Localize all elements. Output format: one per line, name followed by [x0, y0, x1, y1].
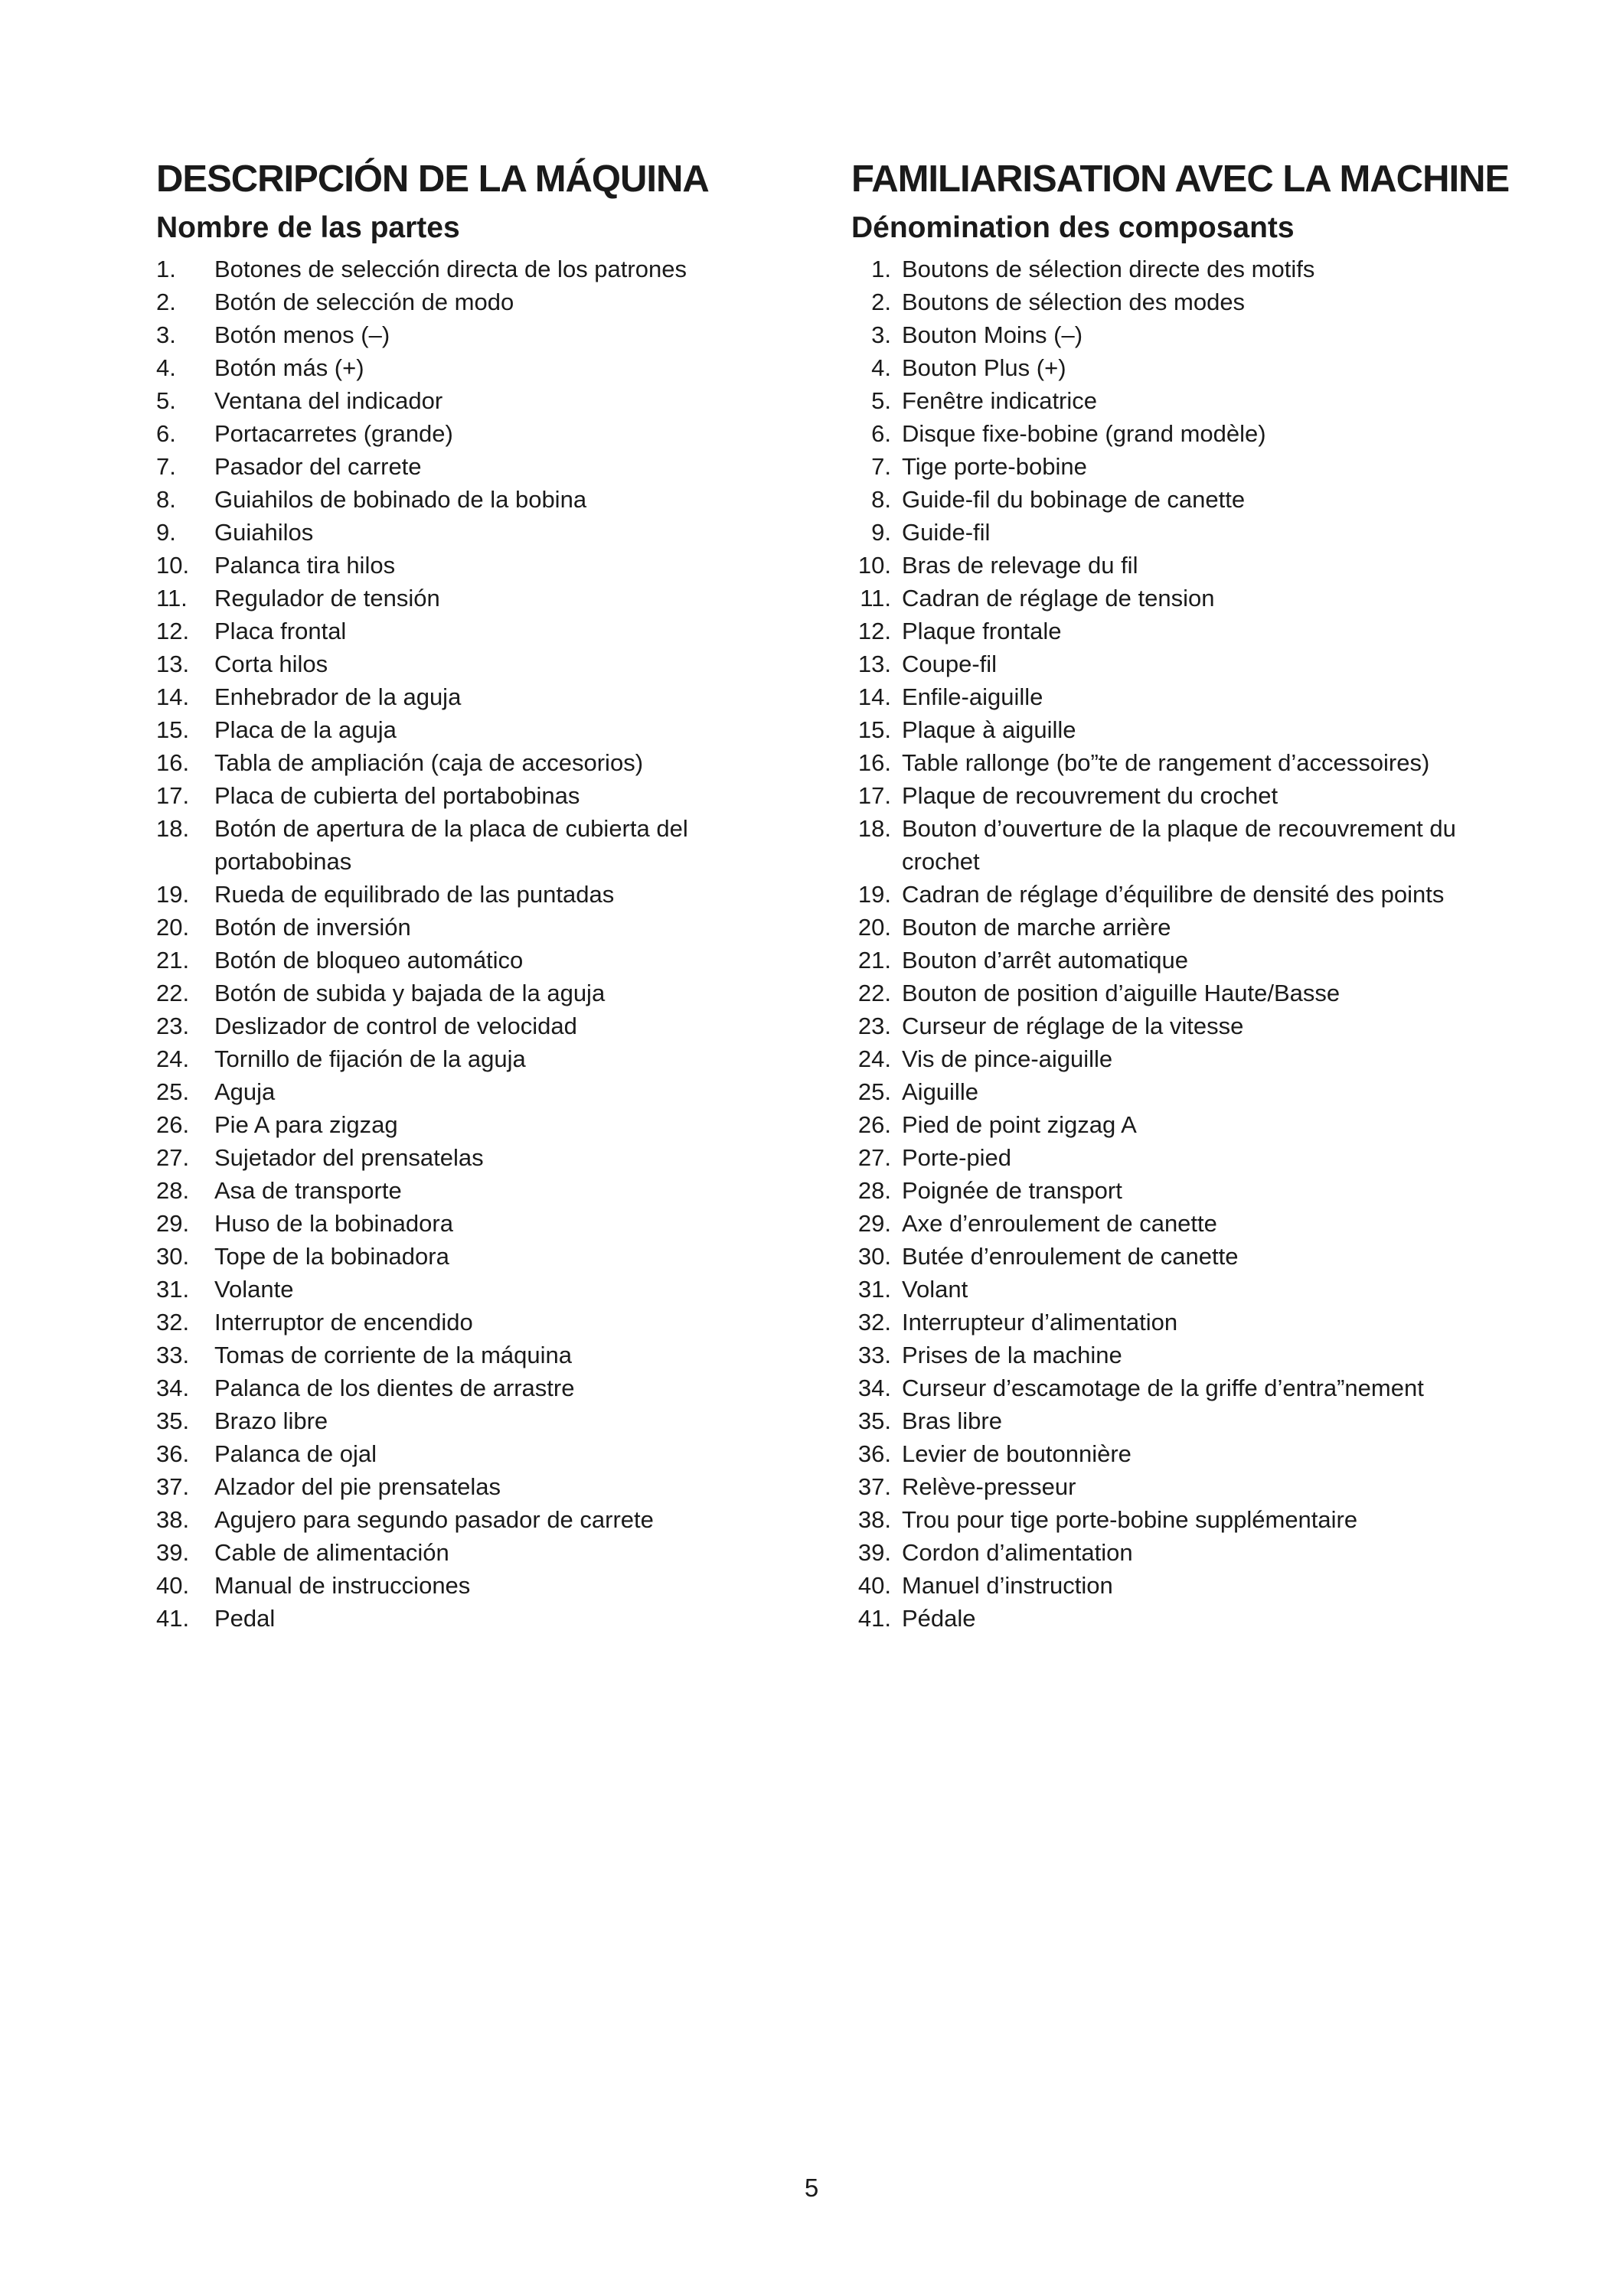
part-list-item: [851, 1108, 1510, 1141]
part-list-item: [851, 680, 1510, 713]
part-name: Butée d’enroulement de canette: [902, 1243, 1239, 1270]
part-name: Alzador del pie prensatelas: [214, 1473, 501, 1500]
part-list-item: [851, 417, 1510, 450]
part-number: 4.: [156, 354, 176, 381]
part-name: Guide-fil du bobinage de canette: [902, 486, 1246, 513]
part-list-item: [156, 1569, 799, 1602]
part-number: 40.: [857, 1572, 891, 1599]
part-name: Disque fixe-bobine (grand modèle): [902, 420, 1266, 447]
part-list-item: [851, 746, 1510, 779]
part-number: 8.: [871, 486, 891, 513]
part-list-item: [851, 1404, 1510, 1437]
spanish-parts-list: [156, 253, 799, 1635]
part-number: 30.: [156, 1243, 190, 1270]
part-number: 20.: [156, 914, 190, 941]
part-list-item: [851, 1470, 1510, 1503]
spanish-column: [156, 156, 799, 1635]
part-name: Brazo libre: [214, 1407, 328, 1434]
part-number: 38.: [156, 1506, 190, 1533]
part-number: 16.: [857, 749, 891, 776]
part-number: 26.: [156, 1111, 190, 1138]
part-list-item: [156, 384, 799, 417]
part-list-item: [156, 1371, 799, 1404]
part-name: Bras libre: [902, 1407, 1002, 1434]
part-number: 21.: [156, 947, 190, 974]
part-number: 27.: [857, 1144, 891, 1171]
part-number: 33.: [857, 1342, 891, 1368]
part-number: 15.: [857, 716, 891, 743]
part-number: 22.: [156, 980, 190, 1006]
part-list-item: [851, 1371, 1510, 1404]
part-name: Placa frontal: [214, 618, 347, 644]
part-number: 11.: [156, 585, 188, 612]
part-number: 13.: [156, 651, 190, 677]
part-list-item: [156, 1404, 799, 1437]
part-number: 38.: [857, 1506, 891, 1533]
part-number: 9.: [156, 519, 176, 546]
part-list-item: [851, 1569, 1510, 1602]
part-name: Cadran de réglage d’équilibre de densité des points: [902, 881, 1445, 908]
part-name: Corta hilos: [214, 651, 328, 677]
part-name: Deslizador de control de velocidad: [214, 1013, 577, 1039]
part-name: Botón de subida y bajada de la aguja: [214, 980, 606, 1006]
part-number: 34.: [156, 1375, 190, 1401]
part-number: 11.: [860, 585, 891, 612]
part-number: 31.: [156, 1276, 190, 1303]
part-list-item: [156, 285, 799, 318]
part-list-item: [156, 1108, 799, 1141]
part-number: 28.: [857, 1177, 891, 1204]
part-list-item: [851, 253, 1510, 285]
part-number: 41.: [156, 1605, 190, 1632]
part-number: 39.: [156, 1539, 190, 1566]
part-name: Botón de bloqueo automático: [214, 947, 524, 974]
part-name: Interruptor de encendido: [214, 1309, 473, 1336]
part-name: Ventana del indicador: [214, 387, 443, 414]
part-name: Botón menos (–): [214, 321, 390, 348]
part-list-item: [851, 549, 1510, 582]
part-number: 35.: [857, 1407, 891, 1434]
part-name: Bouton de position d’aiguille Haute/Basse: [902, 980, 1341, 1006]
part-name: Palanca de ojal: [214, 1440, 377, 1467]
part-number: 37.: [156, 1473, 190, 1500]
part-list-item: [156, 1602, 799, 1635]
part-name: Botones de selección directa de los patrones: [214, 256, 687, 282]
part-number: 2.: [156, 289, 176, 315]
part-number: 8.: [156, 486, 176, 513]
part-number: 27.: [156, 1144, 190, 1171]
part-number: 20.: [857, 914, 891, 941]
part-number: 37.: [857, 1473, 891, 1500]
part-list-item: [156, 417, 799, 450]
part-number: 33.: [156, 1342, 190, 1368]
part-list-item: [851, 1174, 1510, 1207]
part-name: Table rallonge (bo”te de rangement d’accessoires): [902, 749, 1430, 776]
part-list-item: [851, 615, 1510, 647]
part-name: Bouton d’arrêt automatique: [902, 947, 1188, 974]
part-name: Agujero para segundo pasador de carrete: [214, 1506, 654, 1533]
part-name: Aiguille: [902, 1078, 978, 1105]
part-number: 23.: [857, 1013, 891, 1039]
part-name: Plaque à aiguille: [902, 716, 1076, 743]
page-number: 5: [804, 2174, 819, 2202]
part-list-item: [851, 647, 1510, 680]
part-list-item: [851, 483, 1510, 516]
part-name: Trou pour tige porte-bobine supplémentaire: [902, 1506, 1358, 1533]
part-name: Pasador del carrete: [214, 453, 422, 480]
part-number: 41.: [857, 1605, 891, 1632]
part-number: 32.: [857, 1309, 891, 1336]
part-number: 1.: [871, 256, 891, 282]
part-name: Regulador de tensión: [214, 585, 440, 612]
part-name: Bouton d’ouverture de la plaque de recouvrement du crochet: [902, 815, 1456, 875]
part-name: Guiahilos de bobinado de la bobina: [214, 486, 587, 513]
part-list-item: [851, 1009, 1510, 1042]
part-name: Botón de inversión: [214, 914, 411, 941]
part-list-item: [851, 285, 1510, 318]
part-name: Cable de alimentación: [214, 1539, 449, 1566]
part-list-item: [156, 977, 799, 1009]
part-name: Levier de boutonnière: [902, 1440, 1132, 1467]
part-list-item: [851, 1602, 1510, 1635]
part-number: 2.: [871, 289, 891, 315]
part-number: 6.: [871, 420, 891, 447]
french-parts-list: [851, 253, 1510, 1635]
part-name: Sujetador del prensatelas: [214, 1144, 484, 1171]
part-number: 31.: [857, 1276, 891, 1303]
part-list-item: [851, 1141, 1510, 1174]
part-number: 23.: [156, 1013, 190, 1039]
part-name: Enhebrador de la aguja: [214, 683, 462, 710]
part-list-item: [851, 812, 1510, 878]
part-name: Volante: [214, 1276, 294, 1303]
part-name: Boutons de sélection directe des motifs: [902, 256, 1315, 282]
part-list-item: [156, 680, 799, 713]
part-list-item: [851, 1075, 1510, 1108]
part-list-item: [156, 878, 799, 911]
part-list-item: [156, 1470, 799, 1503]
part-number: 14.: [156, 683, 190, 710]
part-name: Enfile-aiguille: [902, 683, 1043, 710]
part-number: 18.: [156, 815, 190, 842]
part-list-item: [851, 779, 1510, 812]
part-list-item: [156, 1141, 799, 1174]
part-number: 14.: [857, 683, 891, 710]
part-number: 6.: [156, 420, 176, 447]
part-name: Pie A para zigzag: [214, 1111, 398, 1138]
part-name: Relève-presseur: [902, 1473, 1076, 1500]
part-name: Porte-pied: [902, 1144, 1012, 1171]
part-list-item: [851, 450, 1510, 483]
part-list-item: [156, 1536, 799, 1569]
part-list-item: [156, 1240, 799, 1273]
part-name: Curseur d’escamotage de la griffe d’entra”nement: [902, 1375, 1424, 1401]
part-number: 24.: [156, 1045, 190, 1072]
part-number: 21.: [857, 947, 891, 974]
part-list-item: [156, 647, 799, 680]
part-list-item: [851, 1240, 1510, 1273]
part-name: Rueda de equilibrado de las puntadas: [214, 881, 615, 908]
part-number: 35.: [156, 1407, 190, 1434]
part-list-item: [851, 1042, 1510, 1075]
part-list-item: [156, 1306, 799, 1339]
part-list-item: [851, 1437, 1510, 1470]
part-number: 7.: [156, 453, 176, 480]
part-name: Cordon d’alimentation: [902, 1539, 1133, 1566]
part-number: 19.: [156, 881, 190, 908]
part-name: Axe d’enroulement de canette: [902, 1210, 1217, 1237]
part-name: Coupe-fil: [902, 651, 998, 677]
part-name: Manual de instrucciones: [214, 1572, 471, 1599]
part-name: Guiahilos: [214, 519, 314, 546]
part-number: 25.: [156, 1078, 190, 1105]
part-number: 36.: [857, 1440, 891, 1467]
part-list-item: [156, 450, 799, 483]
part-list-item: [156, 253, 799, 285]
part-name: Vis de pince-aiguille: [902, 1045, 1113, 1072]
part-list-item: [156, 944, 799, 977]
part-number: 22.: [857, 980, 891, 1006]
part-name: Guide-fil: [902, 519, 991, 546]
part-name: Manuel d’instruction: [902, 1572, 1113, 1599]
part-list-item: [851, 351, 1510, 384]
part-list-item: [156, 483, 799, 516]
spanish-subtitle: Nombre de las partes: [156, 211, 460, 244]
part-name: Volant: [902, 1276, 968, 1303]
part-list-item: [851, 318, 1510, 351]
part-number: 3.: [156, 321, 176, 348]
part-list-item: [156, 549, 799, 582]
part-list-item: [156, 779, 799, 812]
part-list-item: [156, 746, 799, 779]
part-number: 26.: [857, 1111, 891, 1138]
part-number: 10.: [156, 552, 190, 579]
part-list-item: [156, 1009, 799, 1042]
part-number: 13.: [857, 651, 891, 677]
part-list-item: [156, 1075, 799, 1108]
part-name: Palanca de los dientes de arrastre: [214, 1375, 575, 1401]
part-name: Asa de transporte: [214, 1177, 402, 1204]
part-name: Plaque frontale: [902, 618, 1062, 644]
part-name: Placa de cubierta del portabobinas: [214, 782, 580, 809]
part-name: Botón de apertura de la placa de cubierta del portabobinas: [214, 815, 688, 875]
part-name: Bouton de marche arrière: [902, 914, 1171, 941]
part-name: Interrupteur d’alimentation: [902, 1309, 1178, 1336]
part-list-item: [851, 1536, 1510, 1569]
part-name: Tomas de corriente de la máquina: [214, 1342, 572, 1368]
part-number: 5.: [156, 387, 176, 414]
part-name: Pedal: [214, 1605, 276, 1632]
part-name: Placa de la aguja: [214, 716, 397, 743]
part-number: 7.: [871, 453, 891, 480]
part-number: 5.: [871, 387, 891, 414]
part-number: 3.: [871, 321, 891, 348]
part-list-item: [851, 878, 1510, 911]
part-name: Plaque de recouvrement du crochet: [902, 782, 1278, 809]
part-number: 29.: [857, 1210, 891, 1237]
part-name: Fenêtre indicatrice: [902, 387, 1098, 414]
part-number: 29.: [156, 1210, 190, 1237]
part-list-item: [156, 812, 799, 878]
part-list-item: [851, 516, 1510, 549]
part-name: Prises de la machine: [902, 1342, 1122, 1368]
part-name: Poignée de transport: [902, 1177, 1122, 1204]
part-number: 15.: [156, 716, 190, 743]
part-list-item: [156, 1503, 799, 1536]
part-list-item: [156, 1437, 799, 1470]
part-name: Tige porte-bobine: [902, 453, 1087, 480]
part-number: 19.: [857, 881, 891, 908]
part-number: 16.: [156, 749, 190, 776]
part-name: Aguja: [214, 1078, 276, 1105]
part-list-item: [156, 1174, 799, 1207]
part-number: 30.: [857, 1243, 891, 1270]
part-name: Botón de selección de modo: [214, 289, 514, 315]
part-number: 39.: [857, 1539, 891, 1566]
part-list-item: [851, 977, 1510, 1009]
part-number: 4.: [871, 354, 891, 381]
part-name: Cadran de réglage de tension: [902, 585, 1215, 612]
part-number: 25.: [857, 1078, 891, 1105]
part-name: Pédale: [902, 1605, 976, 1632]
part-number: 36.: [156, 1440, 190, 1467]
part-number: 1.: [156, 256, 176, 282]
part-number: 10.: [857, 552, 891, 579]
part-list-item: [851, 1207, 1510, 1240]
part-list-item: [156, 1339, 799, 1371]
part-list-item: [851, 1339, 1510, 1371]
part-list-item: [156, 713, 799, 746]
part-name: Bras de relevage du fil: [902, 552, 1138, 579]
part-number: 28.: [156, 1177, 190, 1204]
part-name: Tabla de ampliación (caja de accesorios): [214, 749, 644, 776]
part-name: Tornillo de fijación de la aguja: [214, 1045, 526, 1072]
part-name: Bouton Plus (+): [902, 354, 1066, 381]
part-name: Tope de la bobinadora: [214, 1243, 449, 1270]
part-list-item: [851, 713, 1510, 746]
part-name: Pied de point zigzag A: [902, 1111, 1137, 1138]
part-number: 24.: [857, 1045, 891, 1072]
french-column: [851, 156, 1510, 1635]
part-list-item: [851, 1503, 1510, 1536]
part-list-item: [851, 1306, 1510, 1339]
part-list-item: [156, 582, 799, 615]
part-name: Bouton Moins (–): [902, 321, 1083, 348]
part-list-item: [156, 615, 799, 647]
part-number: 32.: [156, 1309, 190, 1336]
part-number: 17.: [156, 782, 190, 809]
part-list-item: [851, 911, 1510, 944]
part-list-item: [156, 1273, 799, 1306]
part-list-item: [156, 318, 799, 351]
part-number: 12.: [857, 618, 891, 644]
part-number: 34.: [857, 1375, 891, 1401]
part-name: Botón más (+): [214, 354, 364, 381]
part-list-item: [156, 1207, 799, 1240]
part-name: Huso de la bobinadora: [214, 1210, 453, 1237]
part-list-item: [851, 1273, 1510, 1306]
french-subtitle: Dénomination des composants: [851, 211, 1295, 244]
part-list-item: [156, 911, 799, 944]
part-list-item: [851, 384, 1510, 417]
part-list-item: [851, 944, 1510, 977]
part-name: Curseur de réglage de la vitesse: [902, 1013, 1244, 1039]
part-list-item: [156, 351, 799, 384]
part-name: Portacarretes (grande): [214, 420, 453, 447]
part-name: Boutons de sélection des modes: [902, 289, 1246, 315]
french-title: FAMILIARISATION AVEC LA MACHINE: [851, 158, 1510, 200]
part-number: 40.: [156, 1572, 190, 1599]
part-list-item: [851, 582, 1510, 615]
part-list-item: [156, 1042, 799, 1075]
part-name: Palanca tira hilos: [214, 552, 396, 579]
part-number: 12.: [156, 618, 190, 644]
part-number: 17.: [857, 782, 891, 809]
part-number: 9.: [871, 519, 891, 546]
part-list-item: [156, 516, 799, 549]
spanish-title: DESCRIPCIÓN DE LA MÁQUINA: [156, 158, 709, 200]
part-number: 18.: [857, 815, 891, 842]
